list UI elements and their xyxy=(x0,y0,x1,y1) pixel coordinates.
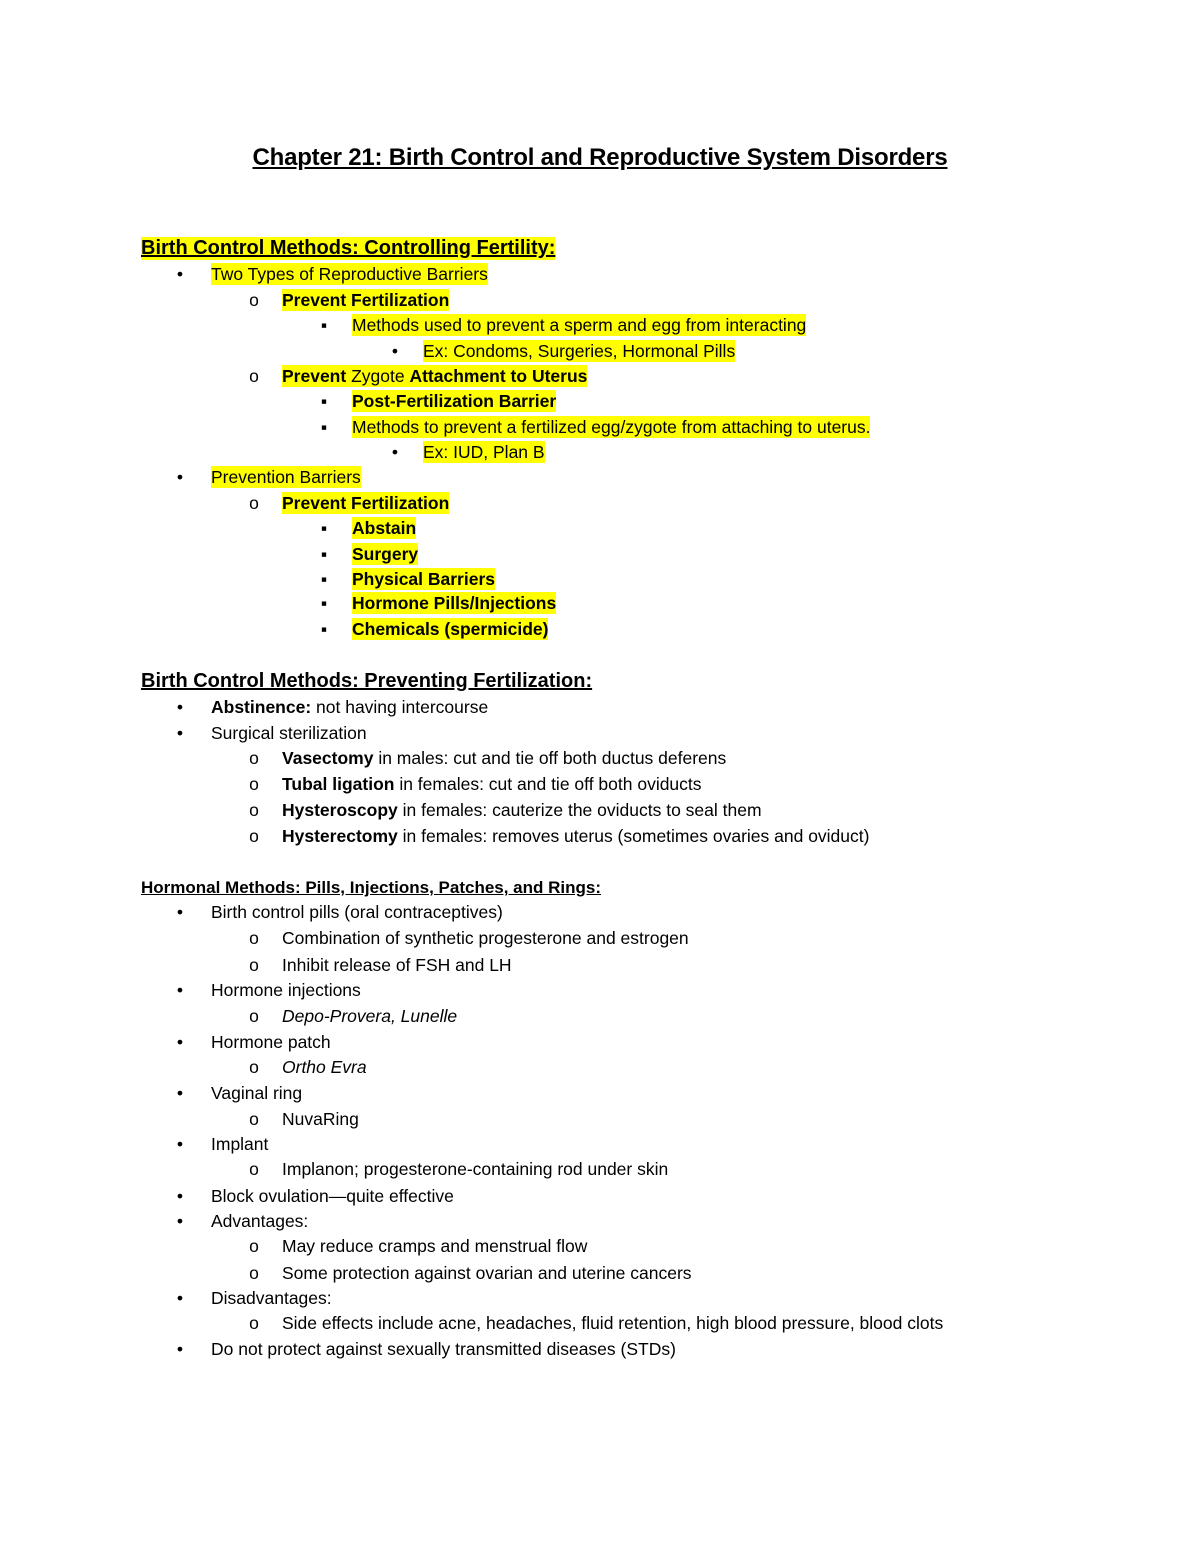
bullet-l1: • xyxy=(176,723,184,743)
bullet-l1: • xyxy=(176,1288,184,1308)
list-item: Hormone injections xyxy=(211,980,361,1000)
bullet-l2: o xyxy=(249,826,259,846)
section-heading-preventing-fertilization: Birth Control Methods: Preventing Fertilization: xyxy=(141,670,593,692)
bullet-l1: • xyxy=(176,1211,184,1231)
list-item: Chemicals (spermicide) xyxy=(352,619,549,639)
list-item-term: Tubal ligation xyxy=(282,774,395,794)
list-item: Surgery xyxy=(352,544,419,564)
list-item: Disadvantages: xyxy=(211,1288,332,1308)
bullet-l2: o xyxy=(249,1313,259,1333)
list-item-text: in females: cauterize the oviducts to seal them xyxy=(397,800,762,820)
bullet-l1: • xyxy=(176,980,184,1000)
list-item: Two Types of Reproductive Barriers xyxy=(211,264,488,284)
bullet-l3: ▪ xyxy=(320,593,328,613)
list-item: Methods to prevent a fertilized egg/zygote from attaching to uterus. xyxy=(352,417,871,437)
bullet-l2: o xyxy=(249,290,259,310)
bullet-l2: o xyxy=(249,1057,259,1077)
list-item: Hormone Pills/Injections xyxy=(352,593,557,613)
list-item: Vaginal ring xyxy=(211,1083,303,1103)
list-item: Side effects include acne, headaches, fluid retention, high blood pressure, blood clots xyxy=(282,1313,944,1333)
list-item-text: not having intercourse xyxy=(311,697,489,717)
bullet-l2: o xyxy=(249,1159,259,1179)
bullet-l1: • xyxy=(176,1339,184,1359)
list-item xyxy=(282,747,726,769)
section-heading-hormonal-methods: Hormonal Methods: Pills, Injections, Patches, and Rings: xyxy=(141,878,602,897)
list-item-term: Vasectomy xyxy=(282,748,374,768)
list-item-term: Hysteroscopy xyxy=(282,800,398,820)
bullet-l3: ▪ xyxy=(320,518,328,538)
list-item: Implant xyxy=(211,1134,269,1154)
list-item: Inhibit release of FSH and LH xyxy=(282,955,512,975)
list-item: Physical Barriers xyxy=(352,569,496,589)
bullet-l1: • xyxy=(176,1134,184,1154)
list-item: Prevent Fertilization xyxy=(282,493,450,513)
list-item: Do not protect against sexually transmitted diseases (STDs) xyxy=(211,1339,676,1359)
list-item: Birth control pills (oral contraceptives) xyxy=(211,902,503,922)
bullet-l2: o xyxy=(249,1236,259,1256)
bullet-l3: ▪ xyxy=(320,417,328,437)
section-heading-controlling-fertility: Birth Control Methods: Controlling Fertility: xyxy=(141,237,556,259)
list-item xyxy=(282,825,869,847)
bullet-l1: • xyxy=(176,1083,184,1103)
list-item: Some protection against ovarian and uterine cancers xyxy=(282,1263,692,1283)
list-item: Implanon; progesterone-containing rod under skin xyxy=(282,1159,669,1179)
list-item-part: Zygote xyxy=(346,366,410,386)
list-item: Prevention Barriers xyxy=(211,467,361,487)
list-item: May reduce cramps and menstrual flow xyxy=(282,1236,588,1256)
bullet-l2: o xyxy=(249,366,259,386)
list-item-term: Hysterectomy xyxy=(282,826,398,846)
bullet-l1: • xyxy=(176,1032,184,1052)
bullet-l4: • xyxy=(391,341,399,361)
bullet-l2: o xyxy=(249,1109,259,1129)
bullet-l2: o xyxy=(249,928,259,948)
list-item: Advantages: xyxy=(211,1211,309,1231)
list-item: Ex: Condoms, Surgeries, Hormonal Pills xyxy=(423,341,736,361)
list-item: Abstain xyxy=(352,518,417,538)
bullet-l2: o xyxy=(249,800,259,820)
list-item xyxy=(282,773,702,795)
list-item xyxy=(282,799,762,821)
bullet-l2: o xyxy=(249,748,259,768)
list-item xyxy=(282,365,587,387)
list-item: Ex: IUD, Plan B xyxy=(423,442,545,462)
bullet-l2: o xyxy=(249,493,259,513)
bullet-l3: ▪ xyxy=(320,315,328,335)
list-item-term: Abstinence: xyxy=(211,697,312,717)
list-item-text: Surgical sterilization xyxy=(211,723,367,743)
list-item: Post-Fertilization Barrier xyxy=(352,391,557,411)
bullet-l1: • xyxy=(176,1186,184,1206)
list-item: Block ovulation—quite effective xyxy=(211,1186,454,1206)
list-item: Prevent Fertilization xyxy=(282,290,450,310)
list-item-part: Prevent xyxy=(282,366,347,386)
bullet-l3: ▪ xyxy=(320,391,328,411)
list-item-text: in females: cut and tie off both oviducts xyxy=(394,774,702,794)
bullet-l2: o xyxy=(249,774,259,794)
page-title: Chapter 21: Birth Control and Reproductive System Disorders xyxy=(252,144,948,171)
list-item xyxy=(211,722,367,744)
list-item: Hormone patch xyxy=(211,1032,331,1052)
bullet-l1: • xyxy=(176,697,184,717)
list-item xyxy=(211,696,488,718)
list-item: Combination of synthetic progesterone and estrogen xyxy=(282,928,689,948)
list-item: Depo-Provera, Lunelle xyxy=(282,1006,458,1026)
list-item: NuvaRing xyxy=(282,1109,359,1129)
bullet-l3: ▪ xyxy=(320,544,328,564)
bullet-l2: o xyxy=(249,1263,259,1283)
bullet-l1: • xyxy=(176,467,184,487)
list-item-part: Attachment to Uterus xyxy=(409,366,588,386)
bullet-l2: o xyxy=(249,955,259,975)
bullet-l3: ▪ xyxy=(320,569,328,589)
list-item-text: in females: removes uterus (sometimes ovaries and oviduct) xyxy=(397,826,870,846)
bullet-l3: ▪ xyxy=(320,619,328,639)
bullet-l1: • xyxy=(176,264,184,284)
list-item: Methods used to prevent a sperm and egg from interacting xyxy=(352,315,807,335)
bullet-l2: o xyxy=(249,1006,259,1026)
list-item: Ortho Evra xyxy=(282,1057,367,1077)
bullet-l4: • xyxy=(391,442,399,462)
list-item-text: in males: cut and tie off both ductus deferens xyxy=(373,748,727,768)
bullet-l1: • xyxy=(176,902,184,922)
